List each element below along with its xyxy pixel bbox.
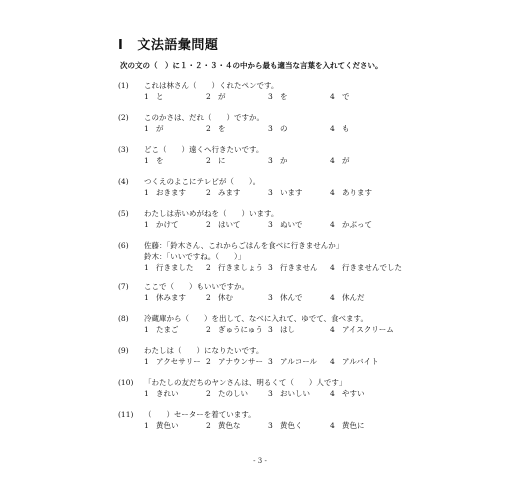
question-number: (11) [118,410,134,419]
answer-option-1[interactable] [144,155,206,166]
option-number: 3 [268,156,273,165]
answer-option-3[interactable] [268,262,330,273]
question-text: （ ）セーターを着ています。 [144,410,256,419]
option-number: 2 [206,156,211,165]
question-number: (9) [118,346,129,355]
answer-option-2[interactable] [206,356,268,367]
option-text: も [342,124,350,133]
option-text: が [218,92,226,101]
option-text: 行きました [156,263,194,272]
answer-option-2[interactable] [206,292,268,303]
option-number: 3 [268,92,273,101]
option-text: 休む [218,293,233,302]
question-number: (10) [118,378,134,387]
question-line [118,377,438,388]
question-item [118,80,438,102]
question-item [118,345,438,367]
answer-option-3[interactable] [268,123,330,134]
question-number: (4) [118,177,129,186]
question-line [118,240,438,251]
section-number: I [118,38,124,53]
section-title [118,34,218,53]
answer-option-4[interactable] [330,388,392,399]
option-number: 1 [144,220,149,229]
option-text: おきます [156,188,186,197]
option-number: 4 [330,92,335,101]
option-number: 4 [330,389,335,398]
answer-option-3[interactable] [268,292,330,303]
question-text: どこ（ ）遠くへ行きたいです。 [144,145,264,154]
option-text: ぎゅうにゅう [218,325,263,334]
option-text: 黄色い [156,421,179,430]
answer-option-2[interactable] [206,420,268,431]
question-line [118,176,438,187]
option-number: 3 [268,389,273,398]
answer-option-3[interactable] [268,388,330,399]
question-number: (2) [118,113,129,122]
answer-option-1[interactable] [144,292,206,303]
answer-option-4[interactable] [330,91,392,102]
option-number: 3 [268,188,273,197]
answer-option-4[interactable] [330,187,392,198]
answer-option-3[interactable] [268,324,330,335]
answer-option-4[interactable] [330,292,392,303]
option-text: たのしい [218,389,248,398]
question-text: つくえのよこにテレビが（ ）。 [144,177,261,186]
question-line [118,144,438,155]
question-item [118,313,438,335]
answer-option-3[interactable] [268,420,330,431]
answer-options [144,324,438,335]
answer-option-1[interactable] [144,123,206,134]
option-number: 4 [330,263,335,272]
option-number: 2 [206,421,211,430]
answer-options [144,262,438,273]
option-text: アナウンサー [218,357,263,366]
option-number: 1 [144,188,149,197]
option-number: 4 [330,124,335,133]
option-number: 1 [144,156,149,165]
option-text: かけて [156,220,179,229]
answer-option-4[interactable] [330,219,392,230]
question-text: 冷蔵庫から（ ）を出して、なべに入れて、ゆでて、食べます。 [144,314,368,323]
option-number: 2 [206,124,211,133]
option-text: と [156,92,164,101]
option-text: たまご [156,325,179,334]
option-text: アルコール [280,357,318,366]
answer-option-1[interactable] [144,420,206,431]
answer-option-2[interactable] [206,155,268,166]
answer-options [144,219,438,230]
option-text: はいて [218,220,241,229]
option-number: 2 [206,220,211,229]
option-text: アクセサリー [156,357,201,366]
option-text: かぶって [342,220,372,229]
option-text: か [280,156,288,165]
answer-option-4[interactable] [330,356,392,367]
option-text: はし [280,325,295,334]
question-item [118,176,438,198]
option-text: を [218,124,226,133]
section-title-text: 文法語彙問題 [137,38,219,53]
option-number: 1 [144,325,149,334]
answer-option-2[interactable] [206,91,268,102]
option-number: 4 [330,293,335,302]
answer-options [144,292,438,303]
question-line [118,80,438,91]
answer-option-1[interactable] [144,388,206,399]
option-number: 3 [268,124,273,133]
option-number: 1 [144,389,149,398]
option-text: の [280,124,288,133]
question-text: わたしは（ ）になりたいです。 [144,346,264,355]
answer-option-1[interactable] [144,219,206,230]
option-text: アルバイト [342,357,379,366]
option-text: 行きません [280,263,318,272]
option-text: で [342,92,350,101]
question-number: (8) [118,314,129,323]
option-number: 1 [144,357,149,366]
question-extra-line [118,251,438,262]
answer-option-4[interactable] [330,123,392,134]
answer-option-1[interactable] [144,91,206,102]
answer-option-1[interactable] [144,356,206,367]
question-text: 「わたしの友だちのヤンさんは、明るくて（ ）人です」 [144,378,347,387]
question-item [118,409,438,431]
question-text: 佐藤：「鈴木さん、これからごはんを食べに行きませんか」 [144,241,344,250]
answer-option-1[interactable] [144,187,206,198]
option-number: 2 [206,357,211,366]
question-line [118,313,438,324]
option-number: 3 [268,357,273,366]
option-text: きれい [156,389,179,398]
option-number: 4 [330,220,335,229]
option-number: 4 [330,188,335,197]
question-line [118,112,438,123]
question-item [118,377,438,399]
option-number: 1 [144,92,149,101]
question-text: これは林さん（ ）くれたペンです。 [144,81,279,90]
answer-option-2[interactable] [206,123,268,134]
answer-options [144,388,438,399]
option-text: アイスクリーム [342,325,394,334]
option-number: 4 [330,156,335,165]
option-text: います [280,188,303,197]
option-number: 3 [268,421,273,430]
question-number: (1) [118,81,129,90]
answer-option-4[interactable] [330,155,392,166]
option-number: 3 [268,293,273,302]
option-text: 休んだ [342,293,365,302]
answer-options [144,91,438,102]
answer-option-4[interactable] [330,324,392,335]
answer-options [144,155,438,166]
option-text: 休みます [156,293,186,302]
answer-option-4[interactable] [330,262,402,273]
question-text: このかさは、だれ（ ）ですか。 [144,113,264,122]
answer-options [144,187,438,198]
option-text: が [342,156,350,165]
option-text: 黄色く [280,421,303,430]
option-number: 1 [144,293,149,302]
answer-option-2[interactable] [206,324,268,335]
option-text: 行きませんでした [342,263,402,272]
answer-option-3[interactable] [268,219,330,230]
option-text: みます [218,188,241,197]
option-number: 2 [206,188,211,197]
option-text: を [156,156,164,165]
answer-options [144,420,438,431]
option-text: おいしい [280,389,310,398]
option-number: 2 [206,263,211,272]
option-text: やすい [342,389,365,398]
option-number: 1 [144,124,149,133]
option-number: 2 [206,325,211,334]
answer-option-3[interactable] [268,155,330,166]
option-number: 3 [268,220,273,229]
option-text: 休んで [280,293,303,302]
option-text: に [218,156,226,165]
option-number: 1 [144,421,149,430]
question-line [118,281,438,292]
indent-spacer [118,251,144,262]
answer-option-3[interactable] [268,91,330,102]
answer-option-1[interactable] [144,262,206,273]
option-text: が [156,124,164,133]
answer-option-3[interactable] [268,187,330,198]
option-number: 4 [330,325,335,334]
page-number: - 3 - [253,457,267,465]
question-line [118,345,438,356]
option-text: を [280,92,288,101]
question-item [118,281,438,303]
instruction-text: 次の文の（ ）に１・２・３・４の中から最も適当な言葉を入れてください。 [120,61,383,70]
question-number: (7) [118,282,129,291]
answer-option-2[interactable] [206,262,268,273]
option-number: 2 [206,92,211,101]
answer-option-3[interactable] [268,356,330,367]
option-text: 黄色な [218,421,241,430]
question-item [118,144,438,166]
question-item [118,112,438,134]
question-number: (5) [118,209,129,218]
option-number: 2 [206,293,211,302]
option-number: 4 [330,357,335,366]
answer-options [144,123,438,134]
option-text: ぬいで [280,220,303,229]
answer-option-2[interactable] [206,187,268,198]
answer-option-2[interactable] [206,388,268,399]
question-line [118,208,438,219]
question-text: わたしは赤いめがねを（ ）います。 [144,209,279,218]
question-extra-text: 鈴木：「いいですね。（ ）」 [144,252,246,261]
question-number: (3) [118,145,129,154]
question-item [118,208,438,230]
option-number: 3 [268,325,273,334]
answer-option-1[interactable] [144,324,206,335]
question-text: ここで（ ）もいいですか。 [144,282,249,291]
option-text: 行きましょう [218,263,263,272]
answer-option-4[interactable] [330,420,392,431]
question-item [118,240,438,273]
answer-option-2[interactable] [206,219,268,230]
question-line [118,409,438,420]
question-number: (6) [118,241,129,250]
option-number: 3 [268,263,273,272]
option-number: 2 [206,389,211,398]
option-text: 黄色に [342,421,365,430]
option-number: 4 [330,421,335,430]
answer-options [144,356,438,367]
option-text: あります [342,188,372,197]
option-number: 1 [144,263,149,272]
